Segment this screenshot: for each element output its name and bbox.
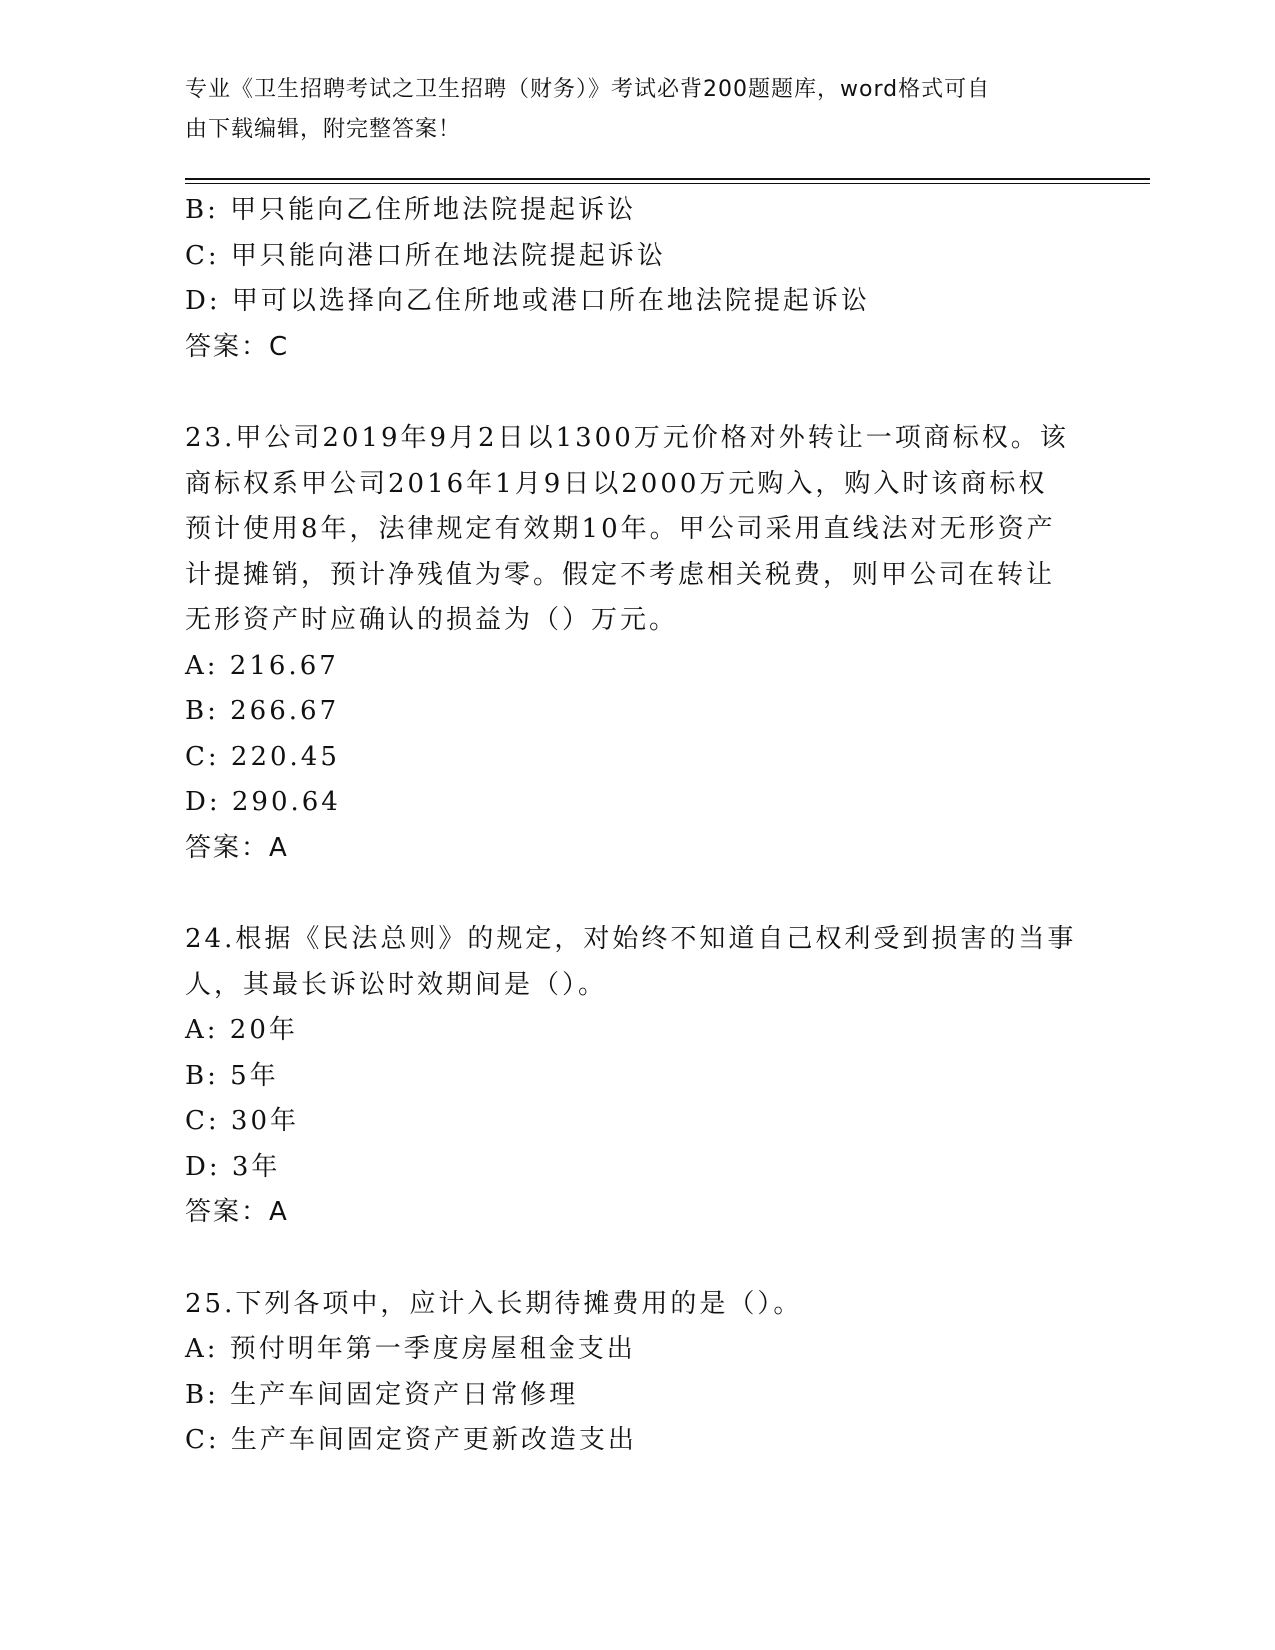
option-c: C: 甲只能向港口所在地法院提起诉讼 — [185, 240, 666, 271]
option-d: D: 甲可以选择向乙住所地或港口所在地法院提起诉讼 — [185, 286, 870, 316]
question-text-line: 人，其最长诉讼时效期间是（）。 — [185, 969, 608, 1000]
option-b: B: 生产车间固定资产日常修理 — [185, 1379, 579, 1410]
header-line-2: 由下载编辑，附完整答案！ — [185, 117, 462, 142]
option-c: C: 220.45 — [185, 741, 340, 772]
spacer — [185, 871, 1085, 917]
header-line-1: 专业《卫生招聘考试之卫生招聘（财务）》考试必背200题题库，word格式可自 — [185, 77, 991, 102]
document-header — [185, 70, 1085, 150]
question-text-line: 预计使用8年，法律规定有效期10年。甲公司采用直线法对无形资产 — [185, 514, 1056, 544]
answer: 答案：A — [185, 832, 289, 863]
header-rule-thin — [185, 183, 1150, 184]
option-c: C: 30年 — [185, 1106, 300, 1136]
answer: 答案：C — [185, 331, 290, 362]
document-body — [185, 188, 1085, 1464]
question-22-continued — [185, 188, 1085, 370]
question-text-line: 25.下列各项中，应计入长期待摊费用的是（）。 — [185, 1288, 803, 1319]
question-text-line: 23.甲公司2019年9月2日以1300万元价格对外转让一项商标权。该 — [185, 423, 1069, 453]
option-b: B: 5年 — [185, 1060, 279, 1091]
question-25 — [185, 1282, 1085, 1464]
spacer — [185, 1236, 1085, 1282]
option-a: A: 预付明年第一季度房屋租金支出 — [185, 1334, 636, 1364]
answer: 答案：A — [185, 1197, 289, 1227]
question-24 — [185, 917, 1085, 1236]
header-rule-thick — [185, 178, 1150, 180]
option-d: D: 3年 — [185, 1151, 281, 1182]
spacer — [185, 370, 1085, 416]
option-a: A: 216.67 — [185, 650, 339, 681]
option-d: D: 290.64 — [185, 787, 341, 817]
question-text-line: 24.根据《民法总则》的规定，对始终不知道自己权利受到损害的当事 — [185, 924, 1077, 954]
question-text-line: 无形资产时应确认的损益为（）万元。 — [185, 605, 679, 635]
option-c: C: 生产车间固定资产更新改造支出 — [185, 1425, 637, 1455]
question-text-line: 商标权系甲公司2016年1月9日以2000万元购入，购入时该商标权 — [185, 468, 1048, 499]
question-23 — [185, 416, 1085, 871]
option-a: A: 20年 — [185, 1015, 298, 1045]
option-b: B: 甲只能向乙住所地法院提起诉讼 — [185, 195, 637, 225]
question-text-line: 计提摊销，预计净残值为零。假定不考虑相关税费，则甲公司在转让 — [185, 559, 1056, 590]
option-b: B: 266.67 — [185, 696, 340, 726]
